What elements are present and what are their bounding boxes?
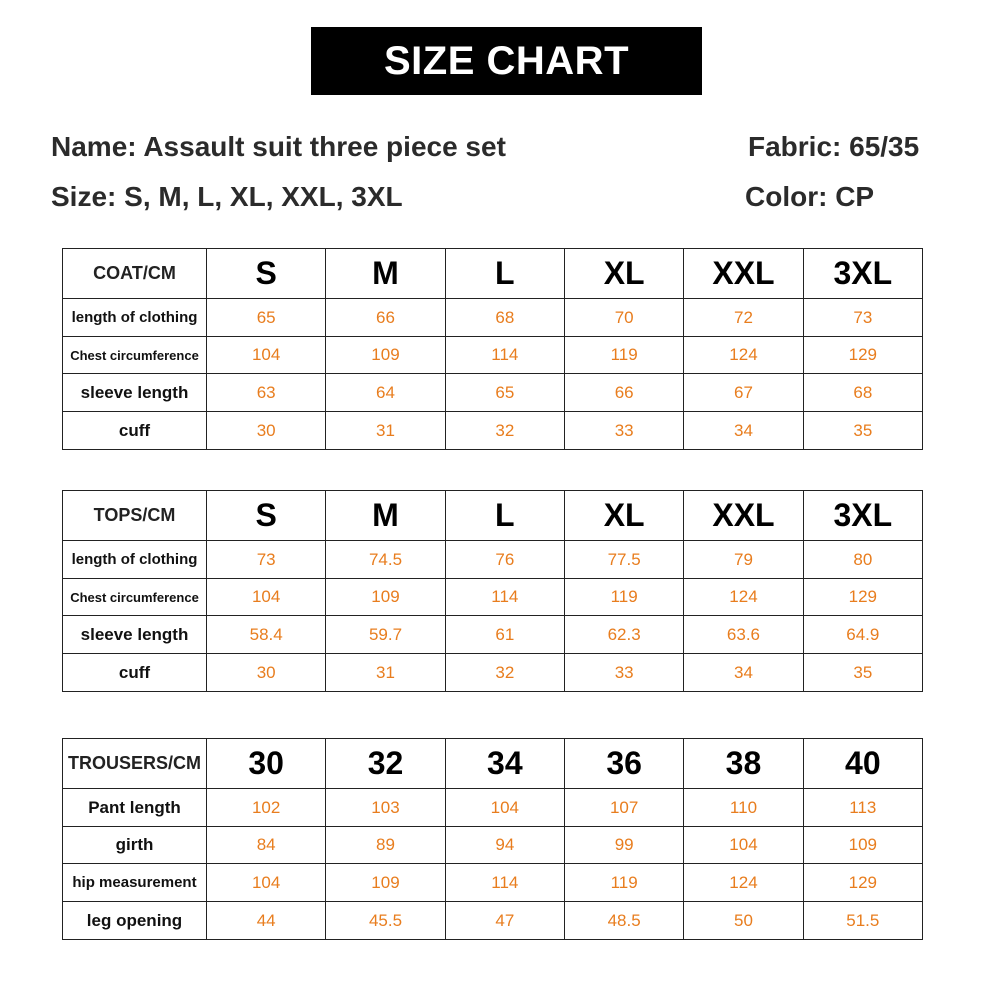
value-cell: 63.6 (684, 616, 803, 654)
value-cell: 33 (564, 412, 683, 450)
color-info: Color: CP (745, 181, 875, 212)
value-cell: 104 (207, 579, 326, 616)
size-header: M (326, 491, 445, 541)
row-label: length of clothing (63, 299, 207, 337)
row-label: Pant length (63, 789, 207, 827)
value-cell: 74.5 (326, 541, 445, 579)
size-header: 36 (564, 739, 683, 789)
trousers-size-table (62, 738, 923, 940)
value-cell: 45.5 (326, 902, 445, 940)
size-header: XXL (684, 491, 803, 541)
value-cell: 109 (326, 864, 445, 902)
value-cell: 73 (803, 299, 922, 337)
size-info-values: S, M, L, XL, XXL, 3XL (124, 181, 403, 212)
table-row (63, 789, 923, 827)
value-cell: 99 (564, 827, 683, 864)
value-cell: 47 (445, 902, 564, 940)
value-cell: 109 (803, 827, 922, 864)
size-header: 38 (684, 739, 803, 789)
value-cell: 104 (207, 337, 326, 374)
value-cell: 76 (445, 541, 564, 579)
row-label: Chest circumference (63, 337, 207, 374)
value-cell: 62.3 (564, 616, 683, 654)
value-cell: 114 (445, 864, 564, 902)
size-header: XL (564, 249, 683, 299)
value-cell: 104 (684, 827, 803, 864)
size-info-label: Size: (51, 181, 117, 212)
value-cell: 68 (803, 374, 922, 412)
size-header: L (445, 249, 564, 299)
value-cell: 70 (564, 299, 683, 337)
table-row (63, 864, 923, 902)
table-row (63, 902, 923, 940)
value-cell: 84 (207, 827, 326, 864)
value-cell: 32 (445, 412, 564, 450)
value-cell: 34 (684, 654, 803, 692)
value-cell: 48.5 (564, 902, 683, 940)
size-header: 34 (445, 739, 564, 789)
value-cell: 114 (445, 579, 564, 616)
table-row (63, 579, 923, 616)
size-header: 32 (326, 739, 445, 789)
size-header: S (207, 249, 326, 299)
table-header-row (63, 739, 923, 789)
coat-size-table (62, 248, 923, 450)
value-cell: 35 (803, 412, 922, 450)
table-row (63, 299, 923, 337)
value-cell: 124 (684, 337, 803, 374)
tops-size-table (62, 490, 923, 692)
value-cell: 51.5 (803, 902, 922, 940)
product-name: Name: Assault suit three piece set (51, 131, 506, 162)
value-cell: 73 (207, 541, 326, 579)
size-header: XL (564, 491, 683, 541)
value-cell: 129 (803, 337, 922, 374)
value-cell: 58.4 (207, 616, 326, 654)
value-cell: 34 (684, 412, 803, 450)
value-cell: 124 (684, 864, 803, 902)
value-cell: 65 (207, 299, 326, 337)
value-cell: 31 (326, 654, 445, 692)
value-cell: 109 (326, 579, 445, 616)
value-cell: 64 (326, 374, 445, 412)
value-cell: 80 (803, 541, 922, 579)
size-header: 3XL (803, 491, 922, 541)
value-cell: 79 (684, 541, 803, 579)
value-cell: 35 (803, 654, 922, 692)
fabric-info: Fabric: 65/35 (748, 131, 920, 162)
size-header: M (326, 249, 445, 299)
value-cell: 104 (445, 789, 564, 827)
table-row (63, 827, 923, 864)
row-label: cuff (63, 412, 207, 450)
value-cell: 109 (326, 337, 445, 374)
row-label: sleeve length (63, 374, 207, 412)
value-cell: 50 (684, 902, 803, 940)
row-label: Chest circumference (63, 579, 207, 616)
value-cell: 89 (326, 827, 445, 864)
row-label: leg opening (63, 902, 207, 940)
value-cell: 94 (445, 827, 564, 864)
value-cell: 107 (564, 789, 683, 827)
value-cell: 63 (207, 374, 326, 412)
row-label: girth (63, 827, 207, 864)
row-label: cuff (63, 654, 207, 692)
value-cell: 59.7 (326, 616, 445, 654)
table-header-label: TROUSERS/CM (63, 739, 207, 789)
value-cell: 30 (207, 654, 326, 692)
value-cell: 61 (445, 616, 564, 654)
row-label: hip measurement (63, 864, 207, 902)
value-cell: 119 (564, 579, 683, 616)
value-cell: 124 (684, 579, 803, 616)
row-label: sleeve length (63, 616, 207, 654)
value-cell: 110 (684, 789, 803, 827)
table-row (63, 541, 923, 579)
value-cell: 66 (326, 299, 445, 337)
value-cell: 119 (564, 337, 683, 374)
size-header: 3XL (803, 249, 922, 299)
size-info (51, 181, 403, 213)
table-header-label: TOPS/CM (63, 491, 207, 541)
size-header: L (445, 491, 564, 541)
value-cell: 129 (803, 579, 922, 616)
size-header: 40 (803, 739, 922, 789)
row-label: length of clothing (63, 541, 207, 579)
value-cell: 32 (445, 654, 564, 692)
value-cell: 66 (564, 374, 683, 412)
value-cell: 119 (564, 864, 683, 902)
size-header: S (207, 491, 326, 541)
table-row (63, 616, 923, 654)
table-row (63, 412, 923, 450)
value-cell: 31 (326, 412, 445, 450)
value-cell: 113 (803, 789, 922, 827)
value-cell: 114 (445, 337, 564, 374)
table-header-row (63, 249, 923, 299)
value-cell: 103 (326, 789, 445, 827)
size-header: XXL (684, 249, 803, 299)
value-cell: 30 (207, 412, 326, 450)
value-cell: 68 (445, 299, 564, 337)
value-cell: 67 (684, 374, 803, 412)
value-cell: 65 (445, 374, 564, 412)
table-row (63, 337, 923, 374)
size-chart-title: SIZE CHART (311, 27, 702, 95)
value-cell: 72 (684, 299, 803, 337)
value-cell: 129 (803, 864, 922, 902)
value-cell: 77.5 (564, 541, 683, 579)
value-cell: 64.9 (803, 616, 922, 654)
value-cell: 104 (207, 864, 326, 902)
table-header-row (63, 491, 923, 541)
value-cell: 44 (207, 902, 326, 940)
table-row (63, 374, 923, 412)
size-header: 30 (207, 739, 326, 789)
value-cell: 33 (564, 654, 683, 692)
table-row (63, 654, 923, 692)
table-header-label: COAT/CM (63, 249, 207, 299)
value-cell: 102 (207, 789, 326, 827)
